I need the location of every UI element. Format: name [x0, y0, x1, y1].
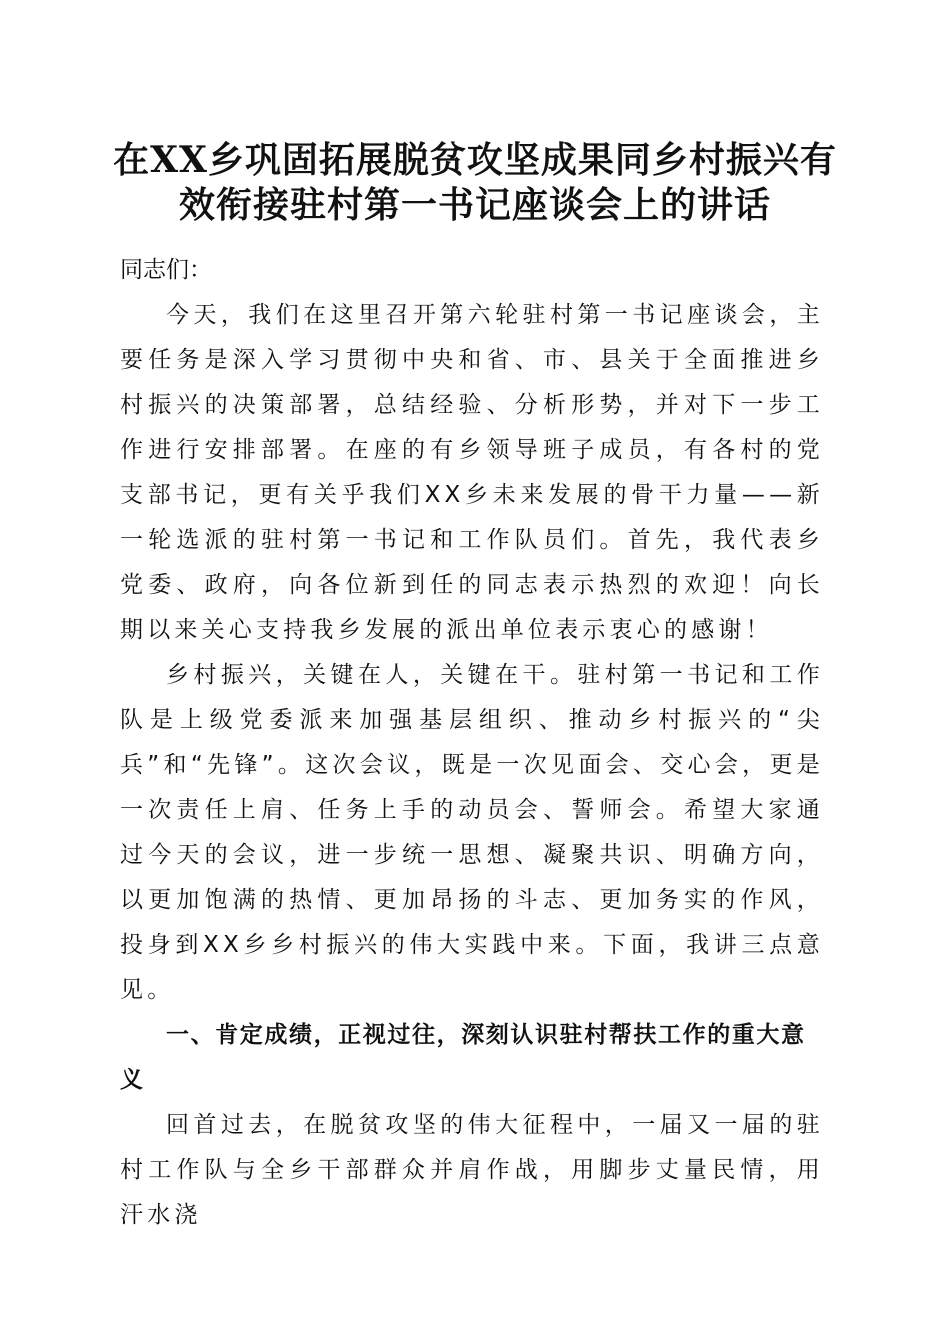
paragraph-review: 回首过去，在脱贫攻坚的伟大征程中，一届又一届的驻村工作队与全乡干部群众并肩作战，用脚步丈量民情，用汗水浇	[120, 1112, 824, 1228]
title-line-1: 在XX乡巩固拓展脱贫攻坚成果同乡村振兴有	[113, 139, 837, 181]
document-title	[100, 138, 850, 228]
paragraph-purpose: 乡村振兴，关键在人，关键在干。驻村第一书记和工作队是上级党委派来加强基层组织、推动乡村振兴的“尖兵”和“先锋”。这次会议，既是一次见面会、交心会，更是一次责任上肩、任务上手的动员会、誓师会。希望大家通过今天的会议，进一步统一思想、凝聚共识、明确方向，以更加饱满的热情、更加昂扬的斗志、更加务实的作风，投身到XX乡乡村振兴的伟大实践中来。下面，我讲三点意见。	[120, 662, 824, 1003]
document-body	[120, 248, 824, 1238]
section-heading-1: 一、肯定成绩，正视过往，深刻认识驻村帮扶工作的重大意义	[120, 1022, 806, 1093]
salutation: 同志们：	[120, 257, 212, 283]
paragraph-opening: 今天，我们在这里召开第六轮驻村第一书记座谈会，主要任务是深入学习贯彻中央和省、市、县关于全面推进乡村振兴的决策部署，总结经验、分析形势，并对下一步工作进行安排部署。在座的有乡领导班子成员，有各村的党支部书记，更有关乎我们XX乡未来发展的骨干力量——新一轮选派的驻村第一书记和工作队员们。首先，我代表乡党委、政府，向各位新到任的同志表示热烈的欢迎！向长期以来关心支持我乡发展的派出单位表示衷心的感谢！	[120, 302, 824, 643]
title-line-2: 效衔接驻村第一书记座谈会上的讲话	[178, 184, 771, 226]
